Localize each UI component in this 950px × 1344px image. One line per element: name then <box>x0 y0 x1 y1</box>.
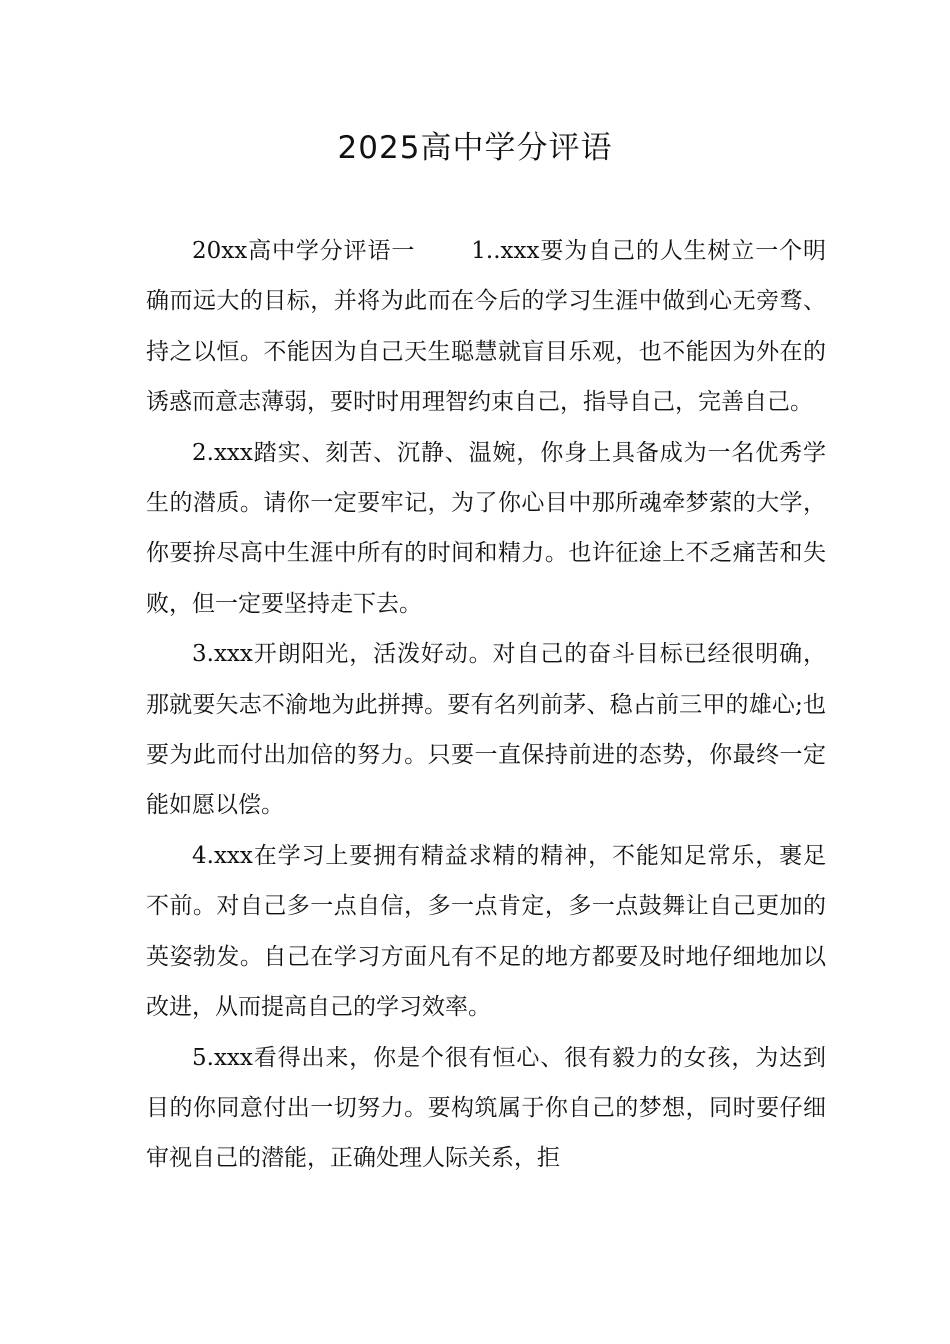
document-title: 2025高中学分评语 <box>337 130 613 166</box>
paragraph-4: 4.xxx在学习上要拥有精益求精的精神，不能知足常乐，裹足不前。对自己多一点自信，多一点肯定，多一点鼓舞让自己更加的英姿勃发。自己在学习方面凡有不足的地方都要及时地仔细地加以改进，从而提高自己的学习效率。 <box>146 842 826 1021</box>
document-body <box>146 226 826 1184</box>
paragraph-1 <box>146 226 826 428</box>
paragraph-2: 2.xxx踏实、刻苦、沉静、温婉，你身上具备成为一名优秀学生的潜质。请你一定要牢记，为了你心目中那所魂牵梦萦的大学，你要拚尽高中生涯中所有的时间和精力。也许征途上不乏痛苦和失败，但一定要坚持走下去。 <box>146 439 826 617</box>
paragraph-5: 5.xxx看得出来，你是个很有恒心、很有毅力的女孩，为达到目的你同意付出一切努力。要构筑属于你自己的梦想，同时要仔细审视自己的潜能，正确处理人际关系，拒 <box>146 1044 826 1172</box>
paragraph-3: 3.xxx开朗阳光，活泼好动。对自己的奋斗目标已经很明确，那就要矢志不渝地为此拼搏。要有名列前茅、稳占前三甲的雄心;也要为此而付出加倍的努力。只要一直保持前进的态势，你最终一定能如愿以偿。 <box>146 641 826 819</box>
paragraph-1-text: 1..xxx要为自己的人生树立一个明确而远大的目标，并将为此而在今后的学习生涯中做到心无旁骛、持之以恒。不能因为自己天生聪慧就盲目乐观，也不能因为外在的诱惑而意志薄弱，要时时用理智约束自己，指导自己，完善自己。 <box>146 238 827 416</box>
section-heading: 20xx高中学分评语一 <box>192 238 416 264</box>
